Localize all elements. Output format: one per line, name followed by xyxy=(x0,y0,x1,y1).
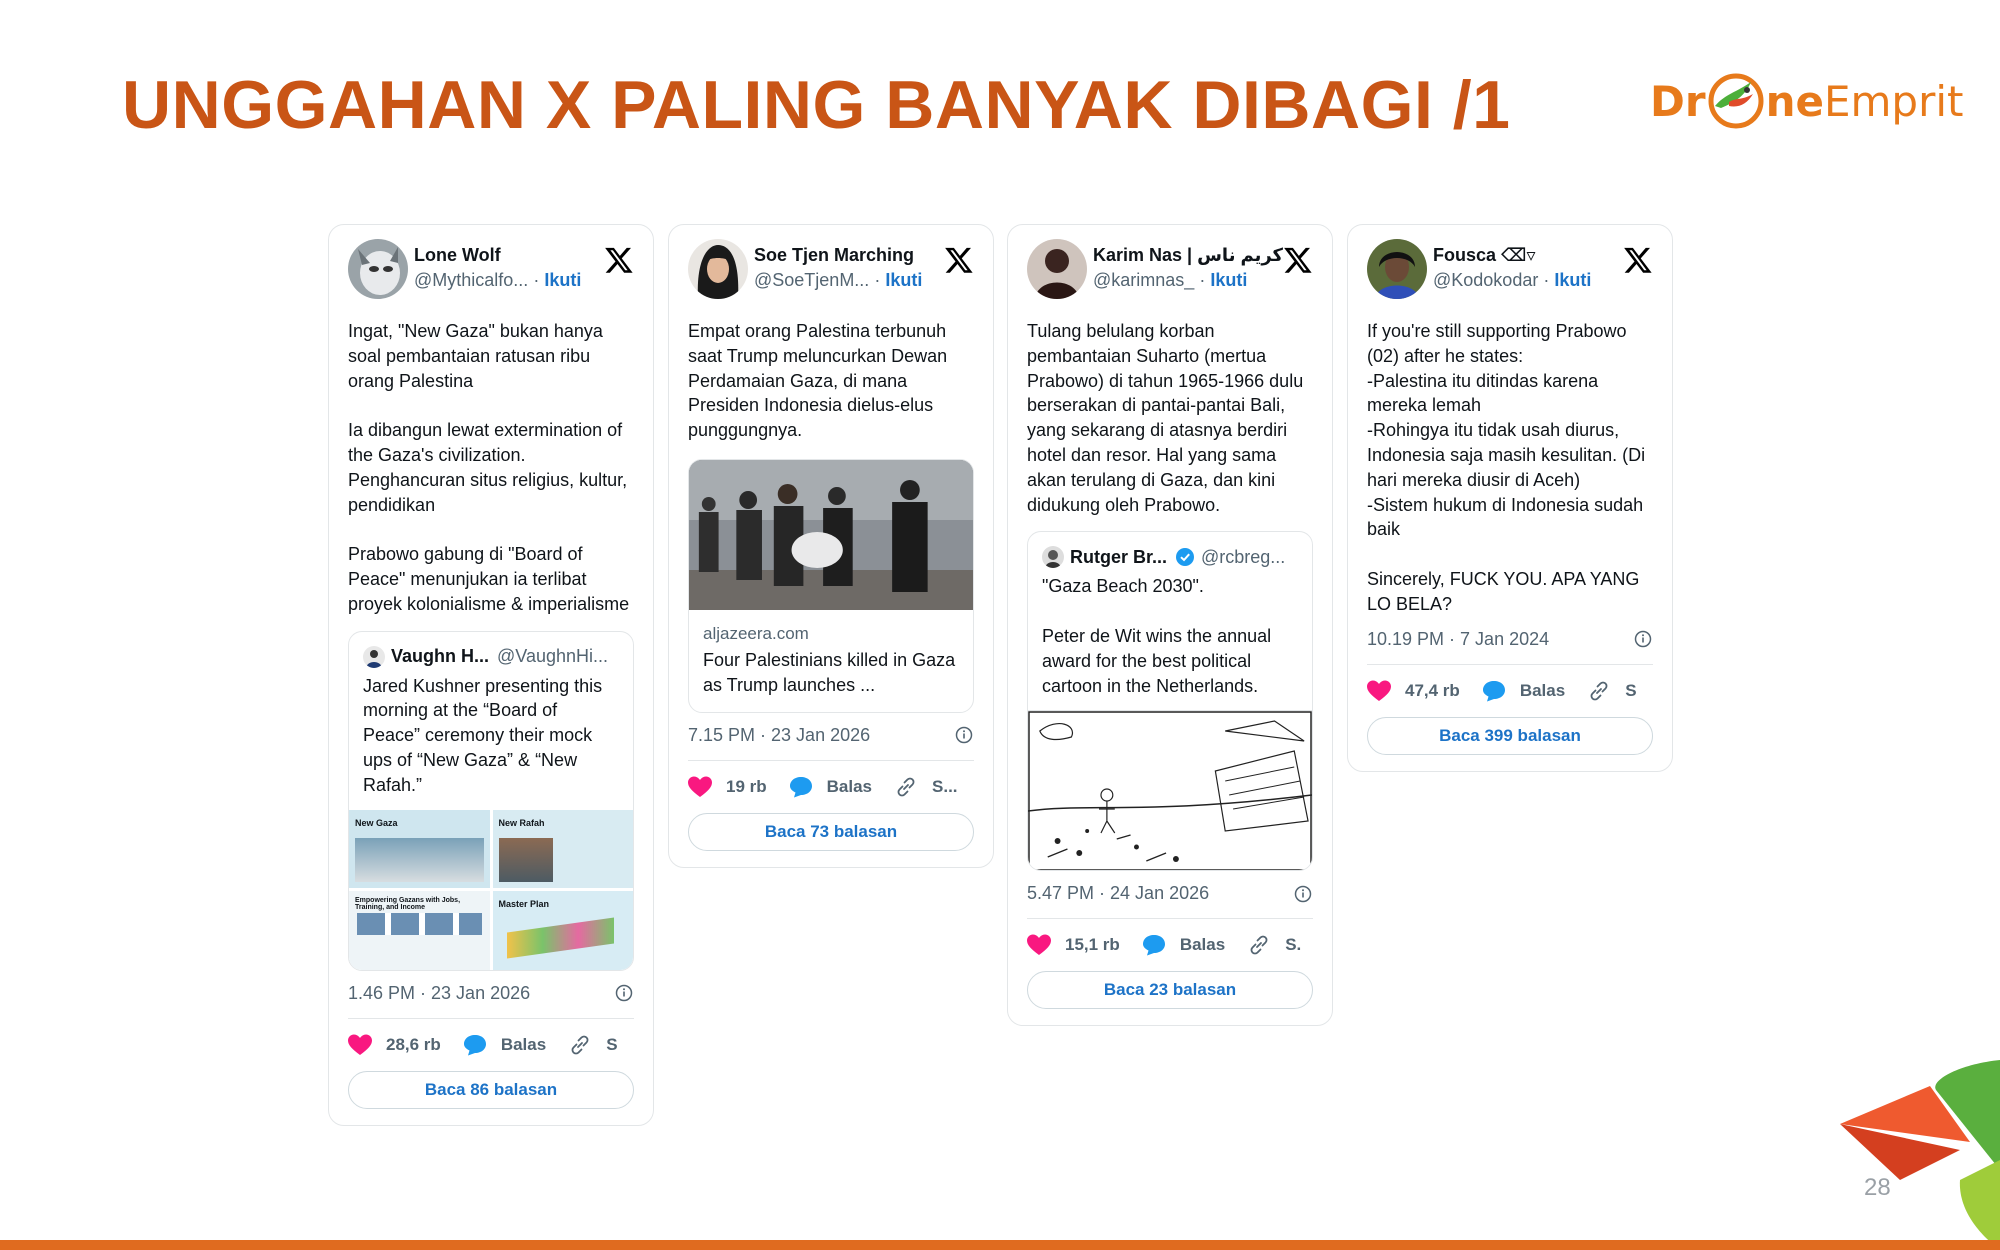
like-count: 28,6 rb xyxy=(386,1034,441,1054)
slide-title: UNGGAHAN X PALING BANYAK DIBAGI /1 xyxy=(122,67,1511,143)
quoted-author-handle: @VaughnHi... xyxy=(497,646,609,667)
avatar xyxy=(1042,546,1064,568)
link-domain: aljazeera.com xyxy=(703,623,809,643)
author-name[interactable]: Fousca ⌫▿ xyxy=(1433,245,1536,265)
copy-link-label: S. xyxy=(1285,935,1302,955)
bird-icon xyxy=(1707,72,1765,130)
copy-link-button[interactable] xyxy=(568,1033,617,1057)
reply-button[interactable] xyxy=(1482,680,1565,702)
avatar[interactable] xyxy=(1027,239,1087,299)
logo-text-dr: Dr xyxy=(1650,76,1706,126)
divider xyxy=(348,1018,634,1019)
reply-bubble-icon xyxy=(789,776,813,798)
quoted-tweet[interactable] xyxy=(348,631,634,971)
read-replies-button[interactable]: Baca 73 balasan xyxy=(688,813,974,851)
divider xyxy=(688,760,974,761)
panel-label: New Gaza xyxy=(355,817,398,828)
tweet-timestamp[interactable]: 7.15 PM · 23 Jan 2026 xyxy=(688,724,871,745)
like-button[interactable] xyxy=(1367,680,1460,702)
tweet-text: If you're still supporting Prabowo (02) after he states: -Palestina itu ditindas karena mereka lemah -Rohingya itu tidak usah diurus, Indonesia saja masih kesulitan. (Di hari mereka diusir di Aceh) -Sistem hukum di Indonesia sudah baik Sincerely, FUCK YOU. APA YANG LO BELA? xyxy=(1367,321,1646,614)
tweet-text: Ingat, "New Gaza" bukan hanya soal pembantaian ratusan ribu orang Palestina Ia dibangun lewat extermination of the Gaza's civilization. Penghancuran situs religius, kultur, pendidikan Prabowo gabung di "Board of Peace" menunjukan ia terlibat proyek kolonialisme & imperialisme xyxy=(348,321,630,614)
verified-badge-icon xyxy=(1175,547,1195,567)
like-button[interactable] xyxy=(688,776,767,798)
drone-emprit-logo xyxy=(1650,72,1963,130)
tweet-card[interactable]: Lone Wolf @Mythicalfo... · Ikuti Ingat, "New Gaza" bukan hanya soal pembantaian ratusan ribu orang Palestina Ia dibangun lewat extermination of the Gaza's civilization. Penghancuran situs religius, kultur, pendidikan Prabowo gabung di "Board of Peace" menunjukan ia terlibat proyek kolonialisme & imperialisme Vaughn H... @VaughnHi... Jared Kushner presenting this morning at the “Board of Peace” ceremony their mock ups of “New Gaza” & “New Rafah.” New Gaza New Rafah Empowering Gazans with Jobs, Training, and Income Master Plan 1.46 PM · 23 Jan 2026 28,6 rb Balas S Baca 86 balasan xyxy=(328,224,654,1126)
quoted-author-name: Vaughn H... xyxy=(391,646,490,667)
x-logo-icon[interactable] xyxy=(1283,245,1313,275)
reply-bubble-icon xyxy=(1142,934,1166,956)
quoted-tweet-text: Jared Kushner presenting this morning at the “Board of Peace” ceremony their mock ups of “New Gaza” & “New Rafah.” xyxy=(363,675,603,795)
divider xyxy=(1027,918,1313,919)
author-name[interactable]: Soe Tjen Marching xyxy=(754,245,915,265)
info-icon[interactable] xyxy=(1293,884,1313,904)
info-icon[interactable] xyxy=(1633,629,1653,649)
tweet-timestamp[interactable]: 10.19 PM · 7 Jan 2024 xyxy=(1367,628,1550,649)
tweet-text: Tulang belulang korban pembantaian Suharto (mertua Prabowo) di tahun 1965-1966 dulu berserakan di pantai-pantai Bali, yang sekarang di atasnya berdiri hotel dan resor. Hal yang sama akan terulang di Gaza, dan kini didukung oleh Prabowo. xyxy=(1027,321,1304,515)
reply-button[interactable] xyxy=(1142,934,1225,956)
like-count: 19 rb xyxy=(726,776,767,796)
reply-button[interactable] xyxy=(789,776,872,798)
author-name[interactable]: Karim Nas | كريم ناس xyxy=(1093,245,1283,265)
bottom-accent-bar xyxy=(0,1240,2000,1250)
link-icon xyxy=(568,1033,592,1057)
like-count: 15,1 rb xyxy=(1065,935,1120,955)
heart-icon xyxy=(1367,680,1391,702)
image-panel xyxy=(349,810,490,889)
follow-button[interactable]: Ikuti xyxy=(544,270,582,290)
read-replies-button[interactable]: Baca 399 balasan xyxy=(1367,717,1653,755)
quoted-tweet[interactable] xyxy=(1027,531,1313,871)
reply-label: Balas xyxy=(1519,680,1566,700)
link-icon xyxy=(1247,933,1271,957)
image-panel xyxy=(493,810,634,889)
quoted-tweet-text: "Gaza Beach 2030". Peter de Wit wins the annual award for the best political cartoon in the Netherlands. xyxy=(1042,576,1272,696)
tweet-card[interactable]: Karim Nas | كريم ناس @karimnas_ · Ikuti Tulang belulang korban pembantaian Suharto (mertua Prabowo) di tahun 1965-1966 dulu berserakan di pantai-pantai Bali, yang sekarang di atasnya berdiri hotel dan resor. Hal yang sama akan terulang di Gaza, dan kini didukung oleh Prabowo. Rutger Br... @rcbreg... "Gaza Beach 2030". Peter de Wit wins the annual award for the best political cartoon in the Netherlands. 5.47 PM · 24 Jan 2026 15,1 rb Balas S. Baca 23 balasan xyxy=(1007,224,1333,1026)
heart-icon xyxy=(348,1034,372,1056)
copy-link-label: S xyxy=(606,1034,618,1054)
author-handle[interactable]: @Mythicalfo... xyxy=(414,270,529,290)
x-logo-icon[interactable] xyxy=(604,245,634,275)
avatar[interactable] xyxy=(1367,239,1427,299)
reply-bubble-icon xyxy=(463,1034,487,1056)
follow-button[interactable]: Ikuti xyxy=(1554,270,1592,290)
tweet-card[interactable]: Soe Tjen Marching @SoeTjenM... · Ikuti Empat orang Palestina terbunuh saat Trump meluncurkan Dewan Perdamaian Gaza, di mana Presiden Indonesia dielus-elus punggungnya. aljazeera.com Four Palestinians killed in Gaza as Trump launches ... 7.15 PM · 23 Jan 2026 19 rb Balas S... Baca 73 balasan xyxy=(668,224,994,868)
follow-button[interactable]: Ikuti xyxy=(885,270,923,290)
copy-link-button[interactable] xyxy=(894,775,958,799)
read-replies-button[interactable]: Baca 86 balasan xyxy=(348,1071,634,1109)
author-name[interactable]: Lone Wolf xyxy=(414,245,501,265)
image-panel xyxy=(349,891,490,970)
tweet-timestamp[interactable]: 5.47 PM · 24 Jan 2026 xyxy=(1027,883,1210,904)
reply-label: Balas xyxy=(500,1034,547,1054)
link-icon xyxy=(894,775,918,799)
tweet-text: Empat orang Palestina terbunuh saat Trump meluncurkan Dewan Perdamaian Gaza, di mana Presiden Indonesia dielus-elus punggungnya. xyxy=(688,321,948,441)
x-logo-icon[interactable] xyxy=(1623,245,1653,275)
page-number: 28 xyxy=(1864,1174,1891,1201)
author-handle[interactable]: @karimnas_ xyxy=(1093,270,1195,290)
cartoon-image[interactable] xyxy=(1028,710,1312,870)
avatar[interactable] xyxy=(688,239,748,299)
panel-label: New Rafah xyxy=(498,817,545,828)
info-icon[interactable] xyxy=(614,983,634,1003)
quoted-author-handle: @rcbreg... xyxy=(1201,546,1286,567)
reply-bubble-icon xyxy=(1482,680,1506,702)
divider xyxy=(1367,664,1653,665)
corner-decoration xyxy=(1840,1050,2000,1250)
heart-icon xyxy=(1027,934,1051,956)
tweet-timestamp[interactable]: 1.46 PM · 23 Jan 2026 xyxy=(348,982,531,1003)
panel-label: Empowering Gazans with Jobs, Training, and Income xyxy=(355,897,461,912)
logo-text-ne: ne xyxy=(1765,76,1824,126)
heart-icon xyxy=(688,776,712,798)
quoted-author-name: Rutger Br... xyxy=(1070,546,1168,567)
author-handle[interactable]: @Kodokodar xyxy=(1433,270,1539,290)
read-replies-button[interactable]: Baca 23 balasan xyxy=(1027,971,1313,1009)
copy-link-label: S xyxy=(1625,680,1637,700)
copy-link-button[interactable] xyxy=(1587,679,1636,703)
copy-link-button[interactable] xyxy=(1247,933,1301,957)
avatar[interactable] xyxy=(348,239,408,299)
like-button[interactable] xyxy=(1027,934,1120,956)
author-handle[interactable]: @SoeTjenM... xyxy=(754,270,870,290)
link-icon xyxy=(1587,679,1611,703)
reply-label: Balas xyxy=(1179,935,1226,955)
link-card[interactable] xyxy=(688,459,974,713)
news-photo xyxy=(689,460,973,610)
quoted-image-grid[interactable] xyxy=(349,810,633,970)
reply-label: Balas xyxy=(826,776,873,796)
link-title: Four Palestinians killed in Gaza as Trump launches ... xyxy=(703,649,956,695)
like-count: 47,4 rb xyxy=(1405,680,1460,700)
x-logo-icon[interactable] xyxy=(944,245,974,275)
image-panel xyxy=(493,891,634,970)
like-button[interactable] xyxy=(348,1034,441,1056)
logo-text-emprit: Emprit xyxy=(1823,76,1964,126)
copy-link-label: S... xyxy=(932,776,958,796)
info-icon[interactable] xyxy=(954,725,974,745)
reply-button[interactable] xyxy=(463,1034,546,1056)
panel-label: Master Plan xyxy=(498,899,550,910)
avatar xyxy=(363,646,385,668)
follow-button[interactable]: Ikuti xyxy=(1210,270,1248,290)
tweet-card[interactable]: Fousca ⌫▿ @Kodokodar · Ikuti If you're still supporting Prabowo (02) after he states: -Palestina itu ditindas karena mereka lemah -Rohingya itu tidak usah diurus, Indonesia saja masih kesulitan. (Di hari mereka diusir di Aceh) -Sistem hukum di Indonesia sudah baik Sincerely, FUCK YOU. APA YANG LO BELA? 10.19 PM · 7 Jan 2024 47,4 rb Balas S Baca 399 balasan xyxy=(1347,224,1673,772)
